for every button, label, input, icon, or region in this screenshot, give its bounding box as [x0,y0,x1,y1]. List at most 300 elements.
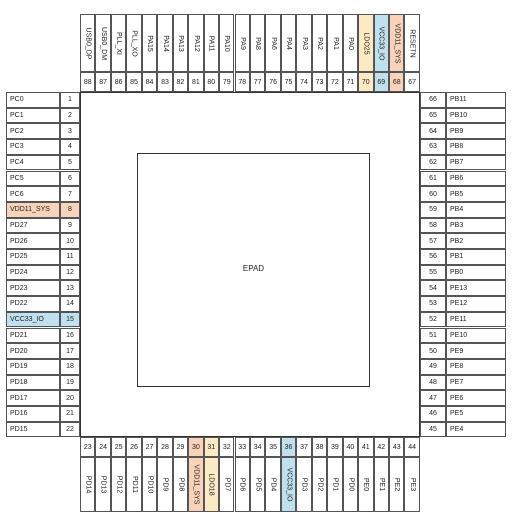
pin-number [235,437,250,457]
pin-number [420,92,446,108]
pin-label-text: PD13 [99,475,107,494]
pin-label [80,457,95,512]
pin-number [60,359,80,375]
pin-label-text: PE6 [450,394,464,402]
pin-label [6,359,60,375]
pin-label [446,390,506,406]
pin-number [173,72,188,92]
pin-label [312,457,327,512]
pin-number-text: 44 [408,443,417,451]
pin-label [204,14,219,72]
pin-label [111,14,126,72]
pin-label [327,14,342,72]
pin-label-text: PC3 [10,143,24,151]
pin-label-text: PA10 [223,34,231,52]
pin-number-text: 5 [68,159,72,167]
pin-label [157,14,172,72]
pin-label-text: PD9 [161,477,169,492]
pin-label-text: PC2 [10,127,24,135]
pin-number-text: 74 [300,78,308,86]
pin-number [296,72,311,92]
pin-number [420,233,446,249]
pin-label-text: PE2 [393,477,401,492]
pin-label [343,457,358,512]
pin-number-text: 24 [99,443,108,451]
pin-label-text: PB1 [450,253,464,261]
pin-label-text: PB6 [450,174,464,182]
pin-label-text: PB7 [450,159,464,167]
pin-number [420,139,446,155]
pin-label-text: PB3 [450,221,464,229]
pin-label-text: PC6 [10,190,24,198]
epad [137,153,370,387]
pin-number-text: 37 [300,443,308,451]
pin-label-text: PD8 [176,477,184,492]
pin-label-text: PD20 [10,347,28,355]
pin-label-text: VCC33_IO [10,316,44,324]
pin-number [404,437,419,457]
pin-label [296,457,311,512]
pin-label [6,202,60,218]
pin-number-text: 36 [284,443,293,451]
pin-number [60,123,80,139]
pin-label-text: PD1 [331,477,339,492]
pin-number-text: 56 [429,253,437,261]
pin-number-text: 31 [207,443,216,451]
pin-number [60,406,80,422]
pin-number-text: 54 [429,284,437,292]
pin-label-text: PE10 [450,331,468,339]
pin-number [60,108,80,124]
pin-label [95,14,110,72]
pin-label-text: PA3 [300,36,308,50]
pin-label-text: PD6 [238,477,246,492]
pin-number-text: 76 [269,78,277,86]
pin-number-text: 25 [114,443,123,451]
epad-label: EPAD [242,264,265,273]
pin-number-text: 69 [377,78,386,86]
pin-label-text: PA14 [161,34,169,52]
pin-number-text: 22 [66,426,74,434]
pin-number [420,406,446,422]
pin-label [6,375,60,391]
pin-label [6,406,60,422]
pin-label [6,155,60,171]
pin-number [60,92,80,108]
pin-number [111,437,126,457]
pin-label [446,155,506,171]
pin-number-text: 21 [66,410,74,418]
pin-number [420,390,446,406]
pin-label-text: PA1 [331,36,339,50]
pin-label [446,202,506,218]
pin-number-text: 57 [429,237,437,245]
pin-label [327,457,342,512]
pin-label [250,14,265,72]
pin-number [420,375,446,391]
pin-number [204,437,219,457]
pin-label-text: PE13 [450,284,468,292]
pin-number [142,72,157,92]
pin-number [420,108,446,124]
pin-label [6,280,60,296]
pin-number-text: 17 [66,347,74,355]
pin-label-text: PD7 [223,477,231,492]
pin-number-text: 9 [68,221,72,229]
pin-label [6,171,60,187]
pin-label [446,171,506,187]
pin-label-text: PA13 [176,34,184,52]
pin-label [219,457,234,512]
pin-number [420,218,446,234]
pin-number [188,437,203,457]
pin-label [142,457,157,512]
pin-label-text: PD26 [10,237,28,245]
pin-number [60,186,80,202]
pin-number [60,312,80,328]
pin-number [60,328,80,344]
pin-label-text: LDO18 [207,473,215,496]
pin-number [343,437,358,457]
pin-number [420,422,446,438]
pin-number-text: 11 [66,253,74,261]
pin-label [446,139,506,155]
pin-number-text: 88 [83,78,92,86]
pin-number-text: 3 [68,127,72,135]
pin-label-text: PC0 [10,96,24,104]
pin-number-text: 79 [222,78,231,86]
pin-label-text: PD15 [10,426,28,434]
pin-number-text: 50 [429,347,437,355]
pin-number-text: 48 [429,378,437,386]
pin-number-text: 68 [392,78,401,86]
pin-number-text: 83 [161,78,169,86]
pin-number-text: 84 [145,78,154,86]
pin-label [6,92,60,108]
pin-number [250,437,265,457]
pin-label-text: PD21 [10,331,28,339]
pin-number-text: 42 [377,443,386,451]
pin-number [60,171,80,187]
pin-label-text: VDD11_SYS [393,23,401,63]
pin-number [327,437,342,457]
pin-number-text: 1 [68,96,72,104]
pin-number [157,72,172,92]
pin-label [446,375,506,391]
pin-number-text: 29 [176,443,185,451]
pin-number [420,202,446,218]
pin-number [420,343,446,359]
pin-label-text: PE3 [408,477,416,492]
pin-number-text: 52 [429,316,437,324]
pin-label [446,233,506,249]
pin-label [6,139,60,155]
pin-label-text: VDD11_SYS [192,464,200,505]
pin-number [95,72,110,92]
pin-label [446,265,506,281]
pin-label [446,296,506,312]
pin-label-text: PE8 [450,363,464,371]
pin-label [446,249,506,265]
pin-label-text: PLL_XI [115,31,123,55]
pin-label-text: PA2 [315,36,323,50]
pin-label [6,108,60,124]
pin-label-text: PD16 [10,410,28,418]
pin-label [446,406,506,422]
pin-number [312,437,327,457]
pin-label-text: PLL_XO [130,29,138,57]
pin-label [343,14,358,72]
pin-number-text: 66 [429,96,437,104]
pin-label-text: PB9 [450,127,464,135]
pin-label-text: PA12 [192,34,200,52]
pin-label [6,123,60,139]
pin-number-text: 85 [130,78,138,86]
pin-number-text: 2 [68,112,72,120]
pin-label-text: PA6 [269,36,277,50]
pin-label [265,457,280,512]
pin-number [60,390,80,406]
pin-number [60,296,80,312]
pin-number [358,72,373,92]
pin-number [374,72,389,92]
pin-number-text: 58 [429,221,437,229]
pin-label [446,186,506,202]
pin-label-text: PE11 [450,316,467,324]
pin-number-text: 34 [253,443,262,451]
pin-label-text: PD23 [10,284,28,292]
pin-number-text: 30 [191,443,200,451]
pin-number [219,437,234,457]
pin-number [188,72,203,92]
pin-label [404,457,419,512]
pin-label [204,457,219,512]
pin-number [281,437,296,457]
pin-label [281,457,296,512]
pin-label-text: VCC33_IO [377,26,385,60]
pin-label [126,457,141,512]
pin-label [157,457,172,512]
pin-label [265,14,280,72]
pin-number [60,249,80,265]
pin-number-text: 86 [114,78,123,86]
pin-label-text: PB11 [450,96,467,104]
pin-label [80,14,95,72]
pin-number-text: 63 [429,143,437,151]
pin-number-text: 51 [429,331,437,339]
pin-number-text: 19 [66,378,74,386]
pin-label [6,233,60,249]
pin-label-text: PD2 [315,477,323,492]
pin-number-text: 62 [429,159,437,167]
pin-label-text: PD17 [10,394,28,402]
pin-number-text: 27 [145,443,154,451]
pin-label-text: PD12 [115,475,123,494]
pin-number [389,72,404,92]
pin-label [446,92,506,108]
pin-number-text: 13 [66,284,74,292]
pin-label [6,218,60,234]
pin-label-text: PE0 [362,477,370,492]
pin-label [446,359,506,375]
pin-number [235,72,250,92]
pin-number-text: 6 [68,174,72,182]
pin-label-text: PA9 [238,36,246,50]
pin-number [60,422,80,438]
pin-label-text: PD3 [300,477,308,492]
pin-label-text: PD10 [146,475,154,494]
pin-number-text: 32 [222,443,231,451]
pin-number [60,233,80,249]
pin-label [6,186,60,202]
pin-number [265,437,280,457]
pin-number [420,265,446,281]
pin-number [142,437,157,457]
pin-label-text: LDO25 [362,31,370,55]
pin-label [6,422,60,438]
pin-label [6,343,60,359]
pin-number-text: 38 [315,443,324,451]
pin-label-text: PC5 [10,174,24,182]
pin-label [235,14,250,72]
pin-number-text: 28 [161,443,169,451]
pin-number [312,72,327,92]
pin-label [173,14,188,72]
pin-label-text: PD18 [10,378,28,386]
pin-number-text: 26 [130,443,138,451]
pin-label [188,457,203,512]
pin-number [111,72,126,92]
pin-number-text: 46 [429,410,437,418]
pin-number [420,155,446,171]
pin-label-text: RESETN [408,28,416,58]
pin-label-text: USB0_DM [99,26,107,60]
pin-number [281,72,296,92]
pin-number [126,72,141,92]
pin-number-text: 40 [346,443,355,451]
pin-label [126,14,141,72]
pin-number [420,186,446,202]
pin-number [250,72,265,92]
pin-number [420,296,446,312]
pin-number-text: 77 [253,78,262,86]
pin-label-text: VDD11_SYS [10,206,50,214]
pin-label-text: VCC33_IO [285,467,293,502]
pin-label [6,328,60,344]
pin-number [420,312,446,328]
pin-number-text: 49 [429,363,437,371]
pin-number-text: 65 [429,112,437,120]
pin-number-text: 12 [66,269,74,277]
pin-number-text: 80 [207,78,216,86]
pin-number-text: 70 [361,78,370,86]
pin-label [142,14,157,72]
pin-number-text: 78 [238,78,247,86]
pin-label [250,457,265,512]
pin-number-text: 7 [68,190,72,198]
pin-label-text: PE9 [450,347,464,355]
pin-label-text: PC4 [10,159,24,167]
pin-label-text: PB4 [450,206,464,214]
pin-label-text: PB10 [450,112,468,120]
pin-label-text: PD14 [84,475,92,494]
pin-number [343,72,358,92]
pin-label [389,457,404,512]
pin-label [446,328,506,344]
pin-label [389,14,404,72]
pin-number [358,437,373,457]
pin-number-text: 18 [66,363,74,371]
pin-label-text: PB2 [450,237,464,245]
pin-label [6,312,60,328]
pin-label-text: PD0 [346,477,354,492]
pin-number-text: 41 [361,443,370,451]
pin-number-text: 55 [429,269,437,277]
pin-label [446,108,506,124]
pin-number [60,139,80,155]
pin-number-text: 39 [331,443,339,451]
pin-label-text: PD19 [10,363,28,371]
pin-number [60,202,80,218]
pin-number-text: 45 [429,426,437,434]
pin-number [204,72,219,92]
pin-number [80,72,95,92]
pin-label-text: PB5 [450,190,464,198]
pin-label-text: PB0 [450,269,464,277]
pin-number [60,265,80,281]
pin-label-text: PD22 [10,300,28,308]
pin-label [219,14,234,72]
pin-number-text: 71 [346,78,355,86]
pin-label [446,312,506,328]
pin-label-text: USB0_DP [84,27,92,59]
pin-label-text: PD4 [269,477,277,492]
pin-number-text: 75 [284,78,293,86]
pin-label-text: PA11 [207,34,215,52]
pin-label [446,343,506,359]
pin-label-text: PA8 [254,36,262,50]
pin-label-text: PA0 [346,36,354,50]
pin-number [126,437,141,457]
pin-number-text: 8 [68,206,72,214]
pin-number-text: 67 [408,78,417,86]
pin-number-text: 61 [429,174,437,182]
pin-label-text: PD11 [130,476,138,493]
pin-number [60,218,80,234]
pin-label-text: PE4 [450,426,464,434]
pin-label [296,14,311,72]
pin-label [6,265,60,281]
pin-number-text: 15 [66,316,74,324]
pin-number-text: 72 [331,78,339,86]
pin-number [420,359,446,375]
pin-number-text: 23 [83,443,92,451]
pin-number-text: 43 [392,443,401,451]
pin-number-text: 81 [191,78,200,86]
pin-label [111,457,126,512]
pin-number-text: 35 [269,443,277,451]
pin-label [446,422,506,438]
pin-number [60,155,80,171]
pin-number [420,328,446,344]
pin-label [173,457,188,512]
pin-label-text: PB8 [450,143,464,151]
pin-label [446,280,506,296]
pin-label-text: PE5 [450,410,464,418]
pin-number-text: 47 [429,394,437,402]
pin-number [420,123,446,139]
pin-number [265,72,280,92]
